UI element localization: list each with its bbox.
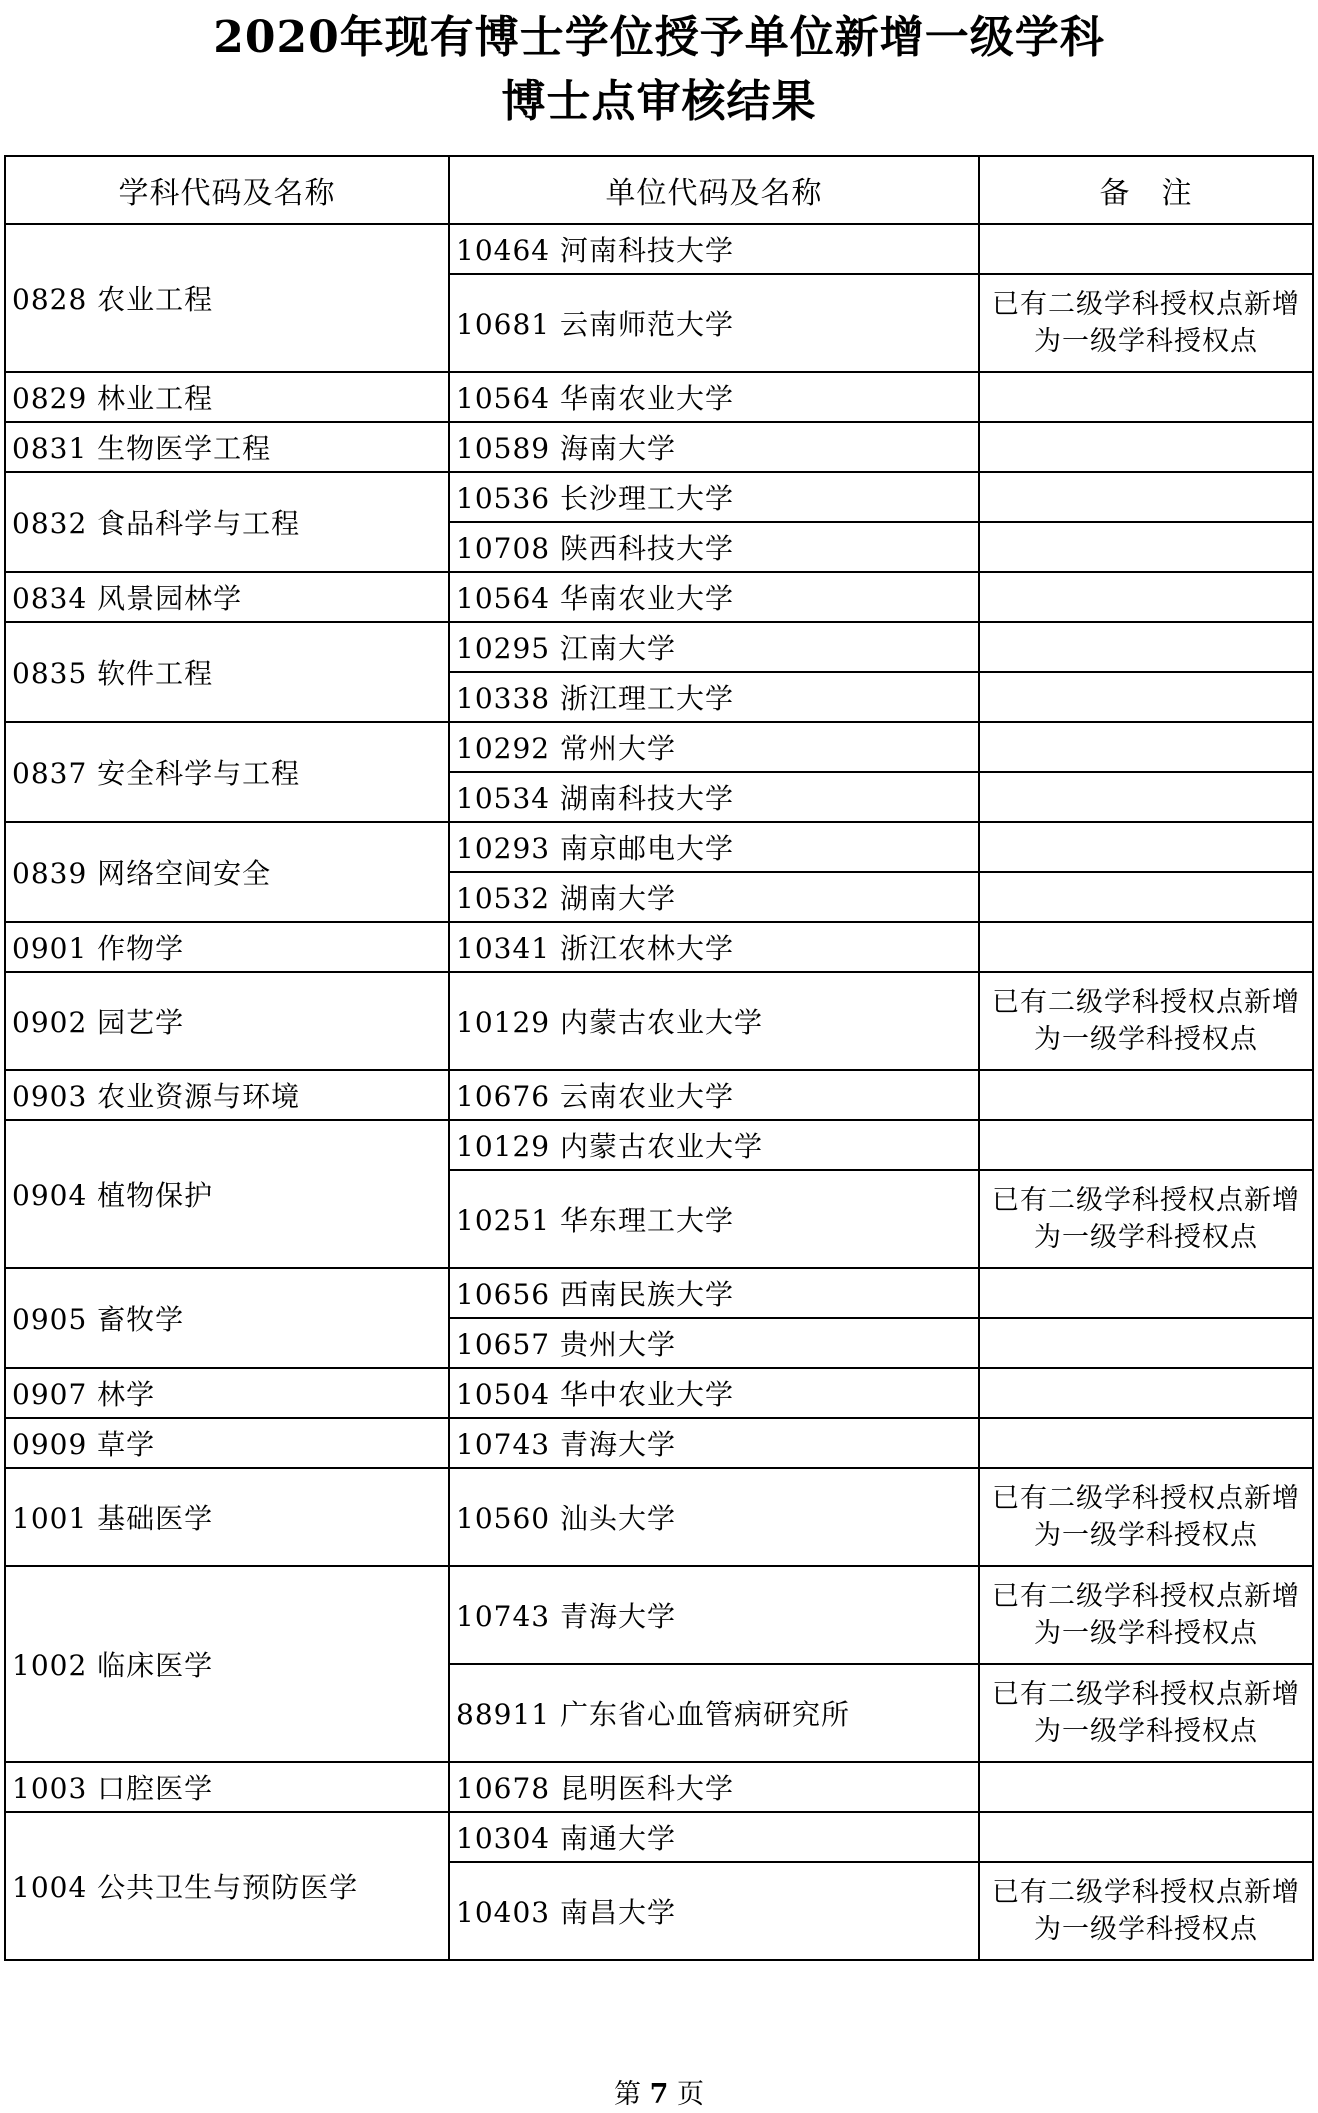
unit-cell: 10743 青海大学 — [449, 1418, 979, 1468]
unit-cell: 10129 内蒙古农业大学 — [449, 1120, 979, 1170]
unit-cell: 10251 华东理工大学 — [449, 1170, 979, 1268]
unit-cell: 10304 南通大学 — [449, 1812, 979, 1862]
table-row — [5, 1418, 1313, 1468]
note-cell — [979, 572, 1313, 622]
table-row — [5, 1368, 1313, 1418]
page-footer — [0, 2072, 1318, 2111]
unit-cell: 10676 云南农业大学 — [449, 1070, 979, 1120]
subject-cell: 0828 农业工程 — [5, 224, 449, 372]
subject-cell: 0831 生物医学工程 — [5, 422, 449, 472]
header-unit: 单位代码及名称 — [449, 156, 979, 224]
table-row — [5, 1762, 1313, 1812]
subject-cell: 0902 园艺学 — [5, 972, 449, 1070]
unit-cell: 10292 常州大学 — [449, 722, 979, 772]
unit-cell: 88911 广东省心血管病研究所 — [449, 1664, 979, 1762]
note-cell — [979, 224, 1313, 274]
table-row — [5, 572, 1313, 622]
note-cell: 已有二级学科授权点新增为一级学科授权点 — [979, 1862, 1313, 1960]
subject-cell: 0837 安全科学与工程 — [5, 722, 449, 822]
table-row — [5, 422, 1313, 472]
table-row — [5, 1070, 1313, 1120]
note-cell — [979, 1070, 1313, 1120]
subject-cell: 0834 风景园林学 — [5, 572, 449, 622]
document-title-line-2: 博士点审核结果 — [501, 76, 817, 127]
note-cell — [979, 1318, 1313, 1368]
table-row — [5, 1268, 1313, 1318]
table-row — [5, 622, 1313, 672]
page-number: 7 — [649, 2079, 669, 2110]
subject-cell: 0905 畜牧学 — [5, 1268, 449, 1368]
note-cell — [979, 1762, 1313, 1812]
table-row — [5, 472, 1313, 522]
table-row — [5, 922, 1313, 972]
note-cell — [979, 872, 1313, 922]
unit-cell: 10129 内蒙古农业大学 — [449, 972, 979, 1070]
table-row — [5, 1566, 1313, 1664]
subject-cell: 0832 食品科学与工程 — [5, 472, 449, 572]
table-row — [5, 1812, 1313, 1862]
subject-cell: 0903 农业资源与环境 — [5, 1070, 449, 1120]
unit-cell: 10293 南京邮电大学 — [449, 822, 979, 872]
unit-cell: 10560 汕头大学 — [449, 1468, 979, 1566]
note-cell — [979, 472, 1313, 522]
note-cell: 已有二级学科授权点新增为一级学科授权点 — [979, 972, 1313, 1070]
results-table — [4, 155, 1314, 1961]
note-cell — [979, 772, 1313, 822]
table-row — [5, 372, 1313, 422]
note-cell — [979, 1368, 1313, 1418]
unit-cell: 10534 湖南科技大学 — [449, 772, 979, 822]
note-cell: 已有二级学科授权点新增为一级学科授权点 — [979, 274, 1313, 372]
footer-prefix: 第 — [614, 2079, 641, 2110]
note-cell — [979, 1418, 1313, 1468]
note-cell — [979, 672, 1313, 722]
table-row — [5, 972, 1313, 1070]
unit-cell: 10338 浙江理工大学 — [449, 672, 979, 722]
subject-cell: 0901 作物学 — [5, 922, 449, 972]
table-header-row — [5, 156, 1313, 224]
table-row — [5, 1120, 1313, 1170]
note-cell: 已有二级学科授权点新增为一级学科授权点 — [979, 1566, 1313, 1664]
subject-cell: 0904 植物保护 — [5, 1120, 449, 1268]
unit-cell: 10564 华南农业大学 — [449, 572, 979, 622]
table-row — [5, 224, 1313, 274]
table-body — [5, 224, 1313, 1960]
note-cell — [979, 1120, 1313, 1170]
unit-cell: 10589 海南大学 — [449, 422, 979, 472]
unit-cell: 10403 南昌大学 — [449, 1862, 979, 1960]
unit-cell: 10681 云南师范大学 — [449, 274, 979, 372]
unit-cell: 10743 青海大学 — [449, 1566, 979, 1664]
subject-cell: 1002 临床医学 — [5, 1566, 449, 1762]
unit-cell: 10708 陕西科技大学 — [449, 522, 979, 572]
subject-cell: 0839 网络空间安全 — [5, 822, 449, 922]
note-cell — [979, 372, 1313, 422]
subject-cell: 0829 林业工程 — [5, 372, 449, 422]
footer-suffix: 页 — [676, 2079, 704, 2110]
header-note: 备 注 — [979, 156, 1313, 224]
table-row — [5, 722, 1313, 772]
unit-cell: 10532 湖南大学 — [449, 872, 979, 922]
note-cell: 已有二级学科授权点新增为一级学科授权点 — [979, 1664, 1313, 1762]
note-cell — [979, 522, 1313, 572]
header-subject: 学科代码及名称 — [5, 156, 449, 224]
note-cell — [979, 1268, 1313, 1318]
subject-cell: 1004 公共卫生与预防医学 — [5, 1812, 449, 1960]
unit-cell: 10341 浙江农林大学 — [449, 922, 979, 972]
note-cell: 已有二级学科授权点新增为一级学科授权点 — [979, 1468, 1313, 1566]
unit-cell: 10656 西南民族大学 — [449, 1268, 979, 1318]
subject-cell: 1003 口腔医学 — [5, 1762, 449, 1812]
table-row — [5, 1468, 1313, 1566]
unit-cell: 10464 河南科技大学 — [449, 224, 979, 274]
note-cell — [979, 1812, 1313, 1862]
unit-cell: 10295 江南大学 — [449, 622, 979, 672]
unit-cell: 10657 贵州大学 — [449, 1318, 979, 1368]
subject-cell: 0835 软件工程 — [5, 622, 449, 722]
unit-cell: 10564 华南农业大学 — [449, 372, 979, 422]
note-cell — [979, 422, 1313, 472]
note-cell — [979, 822, 1313, 872]
document-title-line-1: 2020年现有博士学位授予单位新增一级学科 — [213, 12, 1105, 63]
table-row — [5, 822, 1313, 872]
note-cell: 已有二级学科授权点新增为一级学科授权点 — [979, 1170, 1313, 1268]
note-cell — [979, 622, 1313, 672]
subject-cell: 0909 草学 — [5, 1418, 449, 1468]
unit-cell: 10504 华中农业大学 — [449, 1368, 979, 1418]
note-cell — [979, 722, 1313, 772]
subject-cell: 1001 基础医学 — [5, 1468, 449, 1566]
subject-cell: 0907 林学 — [5, 1368, 449, 1418]
unit-cell: 10536 长沙理工大学 — [449, 472, 979, 522]
note-cell — [979, 922, 1313, 972]
unit-cell: 10678 昆明医科大学 — [449, 1762, 979, 1812]
